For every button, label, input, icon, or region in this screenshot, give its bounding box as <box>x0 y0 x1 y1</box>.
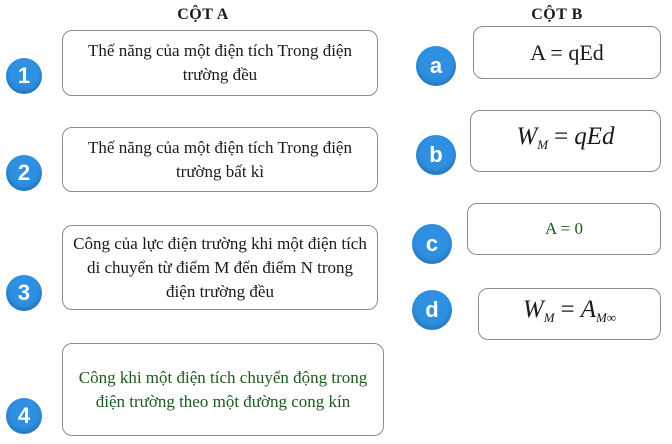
letter-badge-c: c <box>412 224 452 264</box>
col-a-item-2[interactable] <box>62 127 378 192</box>
col-a-item-3[interactable] <box>62 225 378 310</box>
number-badge-1: 1 <box>6 58 42 94</box>
column-b-header: CỘT B <box>531 6 583 23</box>
formula-d-eq: = <box>560 296 575 323</box>
formula-d-rhs-sub: M∞ <box>595 310 617 325</box>
col-a-item-2-text: Thế năng của một điện tích Trong điện trường bất kì <box>88 137 352 181</box>
col-a-item-1-text: Thế năng của một điện tích Trong điện trường đều <box>88 41 352 84</box>
formula-b <box>516 125 614 157</box>
letter-badge-d: d <box>412 290 452 330</box>
number-badge-2: 2 <box>6 155 42 191</box>
formula-b-lhs-sub: M <box>537 137 549 152</box>
number-badge-3: 3 <box>6 275 42 311</box>
number-badge-4: 4 <box>6 398 42 434</box>
formula-b-eq: = <box>554 123 569 150</box>
formula-d-lhs-sub: M <box>543 310 555 325</box>
col-a-item-1[interactable] <box>62 30 378 96</box>
formula-d <box>523 298 616 330</box>
col-a-item-4[interactable] <box>62 343 384 436</box>
formula-b-lhs: W <box>516 123 538 150</box>
col-b-item-c[interactable] <box>467 203 661 255</box>
column-a-header: CỘT A <box>177 6 229 23</box>
col-b-item-b[interactable] <box>470 110 661 172</box>
formula-d-lhs: W <box>522 296 544 323</box>
formula-b-rhs: qEd <box>574 123 615 150</box>
letter-badge-a: a <box>416 46 456 86</box>
col-b-item-a[interactable] <box>473 26 661 79</box>
formula-d-rhs: A <box>580 296 596 323</box>
formula-c: A = 0 <box>545 219 583 238</box>
formula-a: A = qEd <box>530 39 604 65</box>
col-a-item-4-text: Công khi một điện tích chuyển động trong điện trường theo một đường cong kín <box>78 367 368 411</box>
col-a-item-3-text: Công của lực điện trường khi một điện tích di chuyển từ điểm M đến điểm N trong điện trường đều <box>73 233 367 301</box>
letter-badge-b: b <box>416 135 456 175</box>
col-b-item-d[interactable] <box>478 288 661 340</box>
